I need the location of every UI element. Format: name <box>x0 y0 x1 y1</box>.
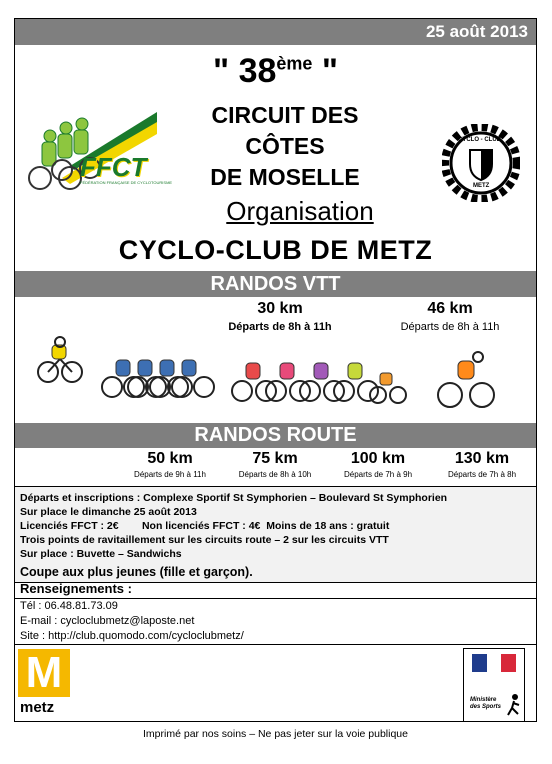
vtt-band <box>15 271 536 297</box>
edition-number: 38 <box>238 52 277 90</box>
vtt-departs-46: Départs de 8h à 11h <box>400 321 500 333</box>
route-departs-100: Départs de 7h à 9h <box>343 470 413 479</box>
route-distance-100: 100 km <box>350 450 406 467</box>
date-band <box>15 19 536 45</box>
ministere-logo <box>463 648 525 722</box>
route-distance-75: 75 km <box>252 450 298 467</box>
vtt-distance-46: 46 km <box>427 300 473 317</box>
cyclo-club-badge <box>442 124 520 202</box>
mtb-rider-icon <box>38 337 82 382</box>
info-line-5: Sur place : Buvette – Sandwichs <box>20 548 182 560</box>
info-line-2: Sur place le dimanche 25 août 2013 <box>20 506 197 518</box>
route-distance-130: 130 km <box>454 450 510 467</box>
club-name: CYCLO-CLUB DE METZ <box>118 235 433 265</box>
contact-divider <box>15 644 536 645</box>
runner-icon <box>506 693 522 717</box>
ffct-subtext: FÉDÉRATION FRANÇAISE DE CYCLOTOURISME <box>80 180 173 185</box>
road-group-blue-icon <box>102 360 214 397</box>
info-line-4: Trois points de ravitaillement sur les circuits route – 2 sur les circuits VTT <box>20 534 389 546</box>
route-departs-130: Départs de 7h à 8h <box>447 470 517 479</box>
route-band <box>15 423 536 448</box>
vtt-departs-30: Départs de 8h à 11h <box>228 321 332 333</box>
ffct-text: FFCT <box>80 152 147 182</box>
cyclists-illustration <box>30 335 500 415</box>
road-group-colored-icon <box>232 363 406 403</box>
edition-suffix: ème <box>276 53 313 74</box>
quote-close: " <box>321 52 338 90</box>
route-departs-50: Départs de 9h à 11h <box>134 470 206 479</box>
info-line-3: Licenciés FFCT : 2€ Non licenciés FFCT : 4€ Moins de 18 ans : gratuit <box>20 520 390 532</box>
route-departs-75: Départs de 8h à 10h <box>238 470 312 479</box>
contact-phone: Tél : 06.48.81.73.09 <box>20 600 118 612</box>
contact-heading: Renseignements : <box>20 581 132 596</box>
title-line-1: CIRCUIT DES <box>211 102 359 128</box>
metz-letter: M <box>25 648 63 697</box>
organisation-label: Organisation <box>226 196 374 226</box>
vtt-heading: RANDOS VTT <box>210 273 341 295</box>
gear-badge-icon <box>442 124 520 202</box>
event-date: 25 août 2013 <box>425 22 528 41</box>
badge-top-text: CYCLO - CLUB <box>458 137 501 143</box>
ministere-text: Ministère des Sports <box>470 697 502 710</box>
title-line-2: CÔTES <box>245 133 325 159</box>
vtt-distance-30: 30 km <box>257 300 303 317</box>
route-distance-50: 50 km <box>147 450 193 467</box>
route-heading: RANDOS ROUTE <box>194 424 357 446</box>
title-line-3: DE MOSELLE <box>210 164 360 190</box>
quote-open: " <box>212 52 230 90</box>
edition-heading <box>15 52 536 91</box>
contact-email: E-mail : cycloclubmetz@laposte.net <box>20 615 195 627</box>
ffct-logo <box>22 108 173 203</box>
french-flag-icon <box>472 654 516 672</box>
badge-bottom-text: METZ <box>473 183 490 189</box>
info-line-1: Départs et inscriptions : Complexe Sportif St Symphorien – Boulevard St Symphorien <box>20 492 448 504</box>
metz-text: metz <box>20 699 55 716</box>
contact-site: Site : http://club.quomodo.com/cycloclubmetz/ <box>20 630 244 642</box>
metz-m-icon <box>18 649 70 697</box>
metz-logo <box>18 649 76 719</box>
footer-note: Imprimé par nos soins – Ne pas jeter sur la voie publique <box>143 728 408 740</box>
solo-road-rider-icon <box>438 352 494 407</box>
coupe-text: Coupe aux plus jeunes (fille et garçon). <box>20 565 253 579</box>
